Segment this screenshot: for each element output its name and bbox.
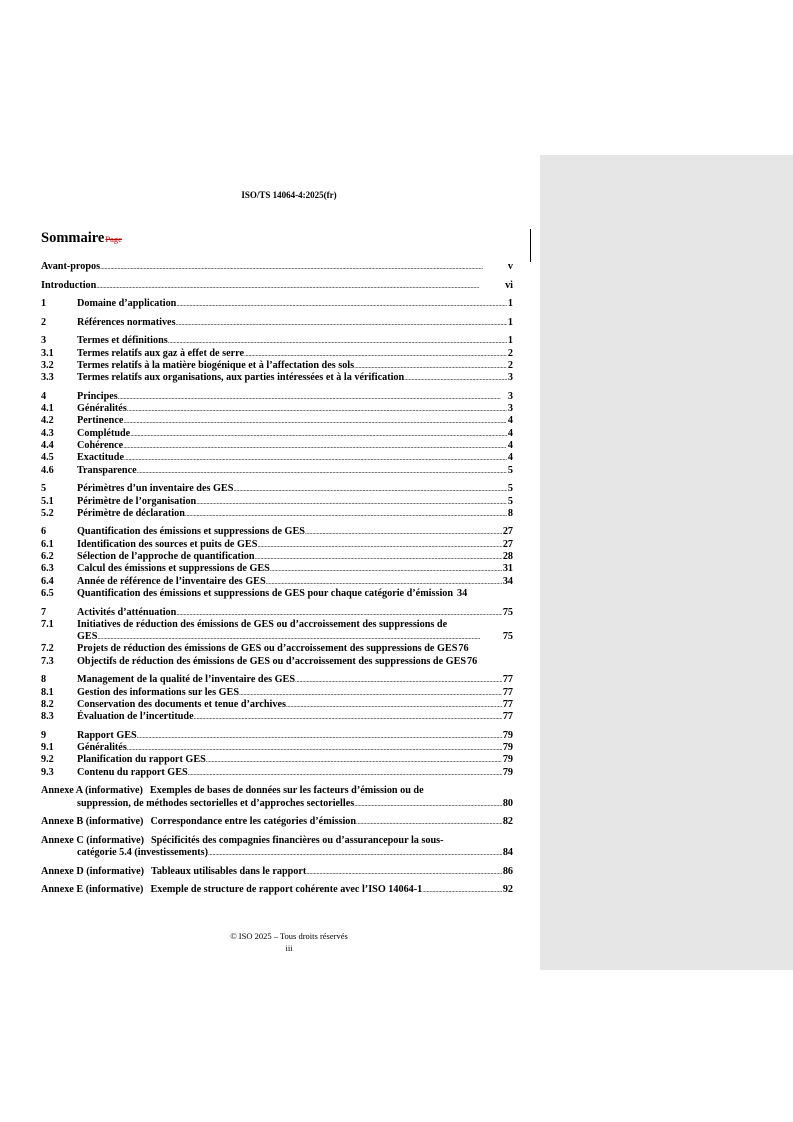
toc-group <box>41 607 513 668</box>
toc-entry-number: 2 <box>41 316 47 328</box>
toc-entry-title: Quantification des émissions et suppressions de GES <box>77 526 305 538</box>
toc-entry-number: 8.2 <box>41 698 54 710</box>
toc-entry[interactable] <box>41 588 513 600</box>
toc-entry-number: 3 <box>41 335 47 347</box>
toc-entry[interactable] <box>41 607 513 619</box>
leader-dots <box>196 496 507 508</box>
toc-entry-title: Exemples de bases de données sur les facteurs d’émission ou de <box>149 785 424 797</box>
toc-entry-page: 27 <box>502 526 513 538</box>
leader-dots <box>354 360 507 372</box>
toc-entry-title: Initiatives de réduction des émissions de GES ou d’accroissement des suppressions de <box>77 618 448 630</box>
leader-dots <box>130 428 507 440</box>
toc-entry-number: 4.6 <box>41 464 54 476</box>
toc-entry-number: 8 <box>41 674 47 686</box>
footer-copyright: © ISO 2025 – Tous droits réservés <box>230 931 348 941</box>
toc-entry[interactable] <box>41 835 513 847</box>
toc-entry-title: Calcul des émissions et suppressions de GES <box>77 563 270 575</box>
toc-entry[interactable] <box>41 428 513 440</box>
leader-dots <box>188 767 502 779</box>
toc-entry[interactable] <box>41 526 513 538</box>
toc-entry-page: 5 <box>507 464 513 476</box>
toc-entry-page: 3 <box>507 390 513 402</box>
toc-entry[interactable] <box>41 742 513 754</box>
leader-dots <box>295 674 502 686</box>
toc-entry[interactable] <box>41 699 513 711</box>
leader-dots <box>422 884 502 896</box>
toc-group <box>41 261 513 273</box>
leader-dots <box>356 816 502 828</box>
toc-entry-page: 27 <box>502 538 513 550</box>
leader-dots <box>305 526 502 538</box>
toc-entry-page: 77 <box>502 686 513 698</box>
toc-entry[interactable] <box>41 391 513 403</box>
toc-entry-title: Périmètre de déclaration <box>77 507 185 519</box>
toc-entry-number: 4.4 <box>41 440 54 452</box>
toc-entry-page: 8 <box>507 507 513 519</box>
leader-dots <box>168 335 507 347</box>
toc-entry-title: Introduction <box>41 279 97 291</box>
toc-entry-title: Exemple de structure de rapport cohérente avec l’ISO 14064-1 <box>150 884 423 896</box>
toc-entry-title: Cohérence <box>77 440 124 452</box>
leader-dots <box>244 348 507 360</box>
toc-entry[interactable] <box>41 348 513 360</box>
toc-entry-page: 75 <box>502 606 513 618</box>
toc-entry-page: 1 <box>507 335 513 347</box>
toc-entry-title: Contenu du rapport GES <box>77 766 188 778</box>
toc-entry-title: Tableaux utilisables dans le rapport <box>150 865 307 877</box>
toc-entry[interactable] <box>41 496 513 508</box>
leader-dots <box>127 403 507 415</box>
toc-entry-number: 6.5 <box>41 587 54 599</box>
toc-entry-title-continued: GES <box>77 631 98 643</box>
toc-entry[interactable] <box>41 360 513 372</box>
toc-entry[interactable] <box>41 465 513 477</box>
toc-entry[interactable] <box>41 298 513 310</box>
leader-dots <box>118 391 507 403</box>
toc-entry-page: 86 <box>502 865 513 877</box>
toc-entry[interactable] <box>41 551 513 563</box>
leader-dots <box>185 508 507 520</box>
toc-entry-number: Annexe C (informative) <box>41 834 144 846</box>
toc-entry-page: 4 <box>507 427 513 439</box>
toc-entry-title: Principes <box>77 390 118 402</box>
toc-entry-number: 6 <box>41 526 47 538</box>
leader-dots <box>239 687 502 699</box>
leader-dots <box>255 551 502 563</box>
toc-entry-number: 7.3 <box>41 655 54 667</box>
toc-group <box>41 317 513 329</box>
toc-entry-title: Rapport GES <box>77 729 137 741</box>
toc-entry[interactable] <box>41 261 513 273</box>
toc-group <box>41 674 513 723</box>
toc-entry-page: 79 <box>502 766 513 778</box>
toc-entry[interactable] <box>41 576 513 588</box>
leader-dots <box>137 730 502 742</box>
toc-entry-page: 75 <box>502 631 513 643</box>
toc-group <box>41 835 513 860</box>
leader-dots <box>208 847 502 859</box>
toc-entry[interactable] <box>41 317 513 329</box>
change-bar <box>530 229 531 262</box>
toc-entry-number: 8.3 <box>41 711 54 723</box>
toc-entry-number: 6.1 <box>41 538 54 550</box>
toc-entry[interactable] <box>41 508 513 520</box>
toc-entry[interactable] <box>41 767 513 779</box>
toc-entry[interactable] <box>41 452 513 464</box>
leader-dots <box>257 539 501 551</box>
leader-dots <box>176 607 501 619</box>
toc-group <box>41 298 513 310</box>
toc-entry[interactable] <box>41 785 513 797</box>
leader-dots <box>100 261 507 273</box>
toc-entry-number: 9 <box>41 729 47 741</box>
toc-entry-title: Objectifs de réduction des émissions de GES ou d’accroissement des suppressions de GES <box>77 655 467 667</box>
toc-entry-title: Généralités <box>77 742 127 754</box>
leader-dots <box>404 372 507 384</box>
leader-dots <box>123 415 507 427</box>
toc-entry-page: 5 <box>507 495 513 507</box>
toc-entry-page: 4 <box>507 440 513 452</box>
toc-entry-number: 5 <box>41 483 47 495</box>
toc-entry-number: 6.3 <box>41 563 54 575</box>
toc-entry-title: Termes relatifs aux organisations, aux parties intéressées et à la vérification <box>77 372 405 384</box>
toc-entry[interactable] <box>41 643 513 655</box>
toc-entry[interactable] <box>41 619 513 631</box>
toc-entry-page: 34 <box>502 575 513 587</box>
toc-entry[interactable] <box>41 372 513 384</box>
toc-entry[interactable] <box>41 415 513 427</box>
leader-dots <box>176 317 507 329</box>
toc-entry-title-continued: suppression, de méthodes sectorielles et d’approches sectorielles <box>77 797 355 809</box>
toc-entry-number: 7.2 <box>41 643 54 655</box>
toc-entry-title-continued: catégorie 5.4 (investissements) <box>77 847 208 859</box>
toc-entry-number: 7.1 <box>41 618 54 630</box>
toc-title: Sommaire <box>41 230 105 246</box>
toc-entry-page: 1 <box>507 316 513 328</box>
toc-entry-title: Généralités <box>77 403 127 415</box>
toc-entry-number: Annexe E (informative) <box>41 884 144 896</box>
toc-entry-page: 77 <box>502 698 513 710</box>
toc-entry-title: Gestion des informations sur les GES <box>77 686 239 698</box>
leader-dots <box>97 631 501 643</box>
toc-entry-number: 1 <box>41 298 47 310</box>
toc-entry-page: 4 <box>507 415 513 427</box>
toc-entry-number: Annexe D (informative) <box>41 865 144 877</box>
toc-entry-title: Termes et définitions <box>77 335 168 347</box>
leader-dots <box>306 866 502 878</box>
toc-entry-title: Pertinence <box>77 415 124 427</box>
document-header: ISO/TS 14064-4:2025(fr) <box>241 190 337 200</box>
toc-entry-number: 4.3 <box>41 427 54 439</box>
toc-group <box>41 730 513 779</box>
toc-entry-page: 2 <box>507 347 513 359</box>
toc-entry[interactable] <box>41 563 513 575</box>
toc-entry[interactable] <box>41 711 513 723</box>
toc-entry[interactable] <box>41 674 513 686</box>
toc-entry-title: Planification du rapport GES <box>77 754 206 766</box>
toc-entry-title: Conservation des documents et tenue d’archives <box>77 698 286 710</box>
toc-group <box>41 280 513 292</box>
toc-entry-page: 28 <box>502 551 513 563</box>
leader-dots <box>124 452 507 464</box>
toc-entry[interactable] <box>41 687 513 699</box>
toc-entry-number: 9.3 <box>41 766 54 778</box>
toc-entry-title: Sélection de l’approche de quantification <box>77 551 255 563</box>
toc-entry-number: 5.2 <box>41 507 54 519</box>
toc-entry-title: Avant-propos <box>41 261 101 272</box>
toc-entry-number: 4.2 <box>41 415 54 427</box>
toc-group <box>41 866 513 878</box>
toc-entry[interactable] <box>41 816 513 828</box>
leader-dots <box>194 711 502 723</box>
toc-entry[interactable] <box>41 539 513 551</box>
deleted-page-label: Page <box>105 234 122 244</box>
toc-entry-number: 3.2 <box>41 359 54 371</box>
toc-entry[interactable] <box>41 866 513 878</box>
toc-entry-title: Termes relatifs à la matière biogénique et à l’affectation des sols <box>77 359 355 371</box>
toc-entry-page: 82 <box>502 816 513 828</box>
toc-entry-page: 4 <box>507 452 513 464</box>
toc-entry-continuation[interactable] <box>41 631 513 643</box>
leader-dots <box>123 440 507 452</box>
toc-entry-title: Évaluation de l’incertitude <box>77 711 194 723</box>
toc-entry-number: 6.4 <box>41 575 54 587</box>
toc-group <box>41 526 513 600</box>
toc-entry-title: Management de la qualité de l’inventaire des GES <box>77 674 295 686</box>
toc-group <box>41 785 513 810</box>
toc-entry[interactable] <box>41 280 513 292</box>
toc-entry-title: Termes relatifs aux gaz à effet de serre <box>77 347 244 359</box>
toc-entry-page: 79 <box>502 754 513 766</box>
toc-entry-page: 76 <box>467 655 478 667</box>
toc-entry-number: 4.1 <box>41 403 54 415</box>
toc-entry-title: Périmètres d’un inventaire des GES <box>77 483 234 495</box>
toc-group <box>41 391 513 477</box>
toc-entry[interactable] <box>41 483 513 495</box>
toc-entry-page: 84 <box>502 847 513 859</box>
toc-entry-title: Activités d’atténuation <box>77 606 177 618</box>
toc-entry-page: 79 <box>502 729 513 741</box>
toc-entry-title: Projets de réduction des émissions de GES ou d’accroissement des suppressions de GES <box>77 643 458 655</box>
toc-entry-number: 6.2 <box>41 551 54 563</box>
toc-entry-number: Annexe A (informative) <box>41 785 143 797</box>
toc-entry-number: 5.1 <box>41 495 54 507</box>
toc-entry-page: 2 <box>507 359 513 371</box>
toc-entry-page: v <box>507 261 513 272</box>
toc-group <box>41 884 513 896</box>
toc-entry-number: 4 <box>41 390 47 402</box>
toc-entry-page: 1 <box>507 298 513 310</box>
toc-entry-number: 9.2 <box>41 754 54 766</box>
toc-entry-title: Correspondance entre les catégories d’émission <box>150 816 357 828</box>
toc-entry-page: 79 <box>502 742 513 754</box>
toc-entry-number: 3.3 <box>41 372 54 384</box>
comment-panel <box>540 155 793 970</box>
leader-dots <box>286 699 502 711</box>
toc-entry-title: Complétude <box>77 427 131 439</box>
toc-entry-page: vi <box>505 279 513 291</box>
toc-entry-title: Spécificités des compagnies financières ou d’assurancepour la sous- <box>150 834 444 846</box>
leader-dots <box>206 754 502 766</box>
leader-dots <box>176 298 507 310</box>
toc-entry-page: 31 <box>502 563 513 575</box>
toc-entry-title: Transparence <box>77 464 137 476</box>
leader-dots <box>354 798 502 810</box>
toc-entry-title: Exactitude <box>77 452 124 464</box>
toc-entry-number: 8.1 <box>41 686 54 698</box>
toc-entry-page: 3 <box>507 372 513 384</box>
toc-entry-page: 34 <box>457 587 468 599</box>
toc-entry[interactable] <box>41 335 513 347</box>
toc-entry-page: 80 <box>502 797 513 809</box>
toc-entry-page: 92 <box>502 884 513 896</box>
toc-entry[interactable] <box>41 730 513 742</box>
toc-entry[interactable] <box>41 884 513 896</box>
toc-entry-title: Identification des sources et puits de GES <box>77 538 258 550</box>
leader-dots <box>137 465 507 477</box>
toc-entry-title: Quantification des émissions et suppressions de GES pour chaque catégorie d’émission <box>77 587 454 599</box>
leader-dots <box>127 742 502 754</box>
toc-entry-page: 5 <box>507 483 513 495</box>
toc-entry-number: 4.5 <box>41 452 54 464</box>
toc-entry-title: Références normatives <box>77 316 176 328</box>
toc-entry-title: Périmètre de l’organisation <box>77 495 197 507</box>
toc-group <box>41 483 513 520</box>
toc-entry-page: 76 <box>458 643 469 655</box>
toc-entry-page: 77 <box>502 711 513 723</box>
toc-entry-page: 77 <box>502 674 513 686</box>
leader-dots <box>233 483 507 495</box>
toc-entry-number: 3.1 <box>41 347 54 359</box>
toc-entry-continuation[interactable] <box>41 798 513 810</box>
toc-entry-number: Annexe B (informative) <box>41 816 144 828</box>
toc-entry[interactable] <box>41 440 513 452</box>
toc-entry-number: 9.1 <box>41 742 54 754</box>
footer-page-number: iii <box>285 943 293 953</box>
toc-entry-page: 3 <box>507 403 513 415</box>
leader-dots <box>270 563 502 575</box>
table-of-contents <box>41 261 513 897</box>
toc-entry[interactable] <box>41 754 513 766</box>
toc-entry-title: Année de référence de l’inventaire des GES <box>77 575 266 587</box>
leader-dots <box>266 576 502 588</box>
toc-entry[interactable] <box>41 403 513 415</box>
toc-heading <box>41 229 122 248</box>
toc-entry-number: 7 <box>41 606 47 618</box>
toc-group <box>41 335 513 384</box>
toc-entry[interactable] <box>41 656 513 668</box>
toc-entry-title: Domaine d’application <box>77 298 177 310</box>
toc-group <box>41 816 513 828</box>
leader-dots <box>96 280 504 292</box>
toc-entry-continuation[interactable] <box>41 847 513 859</box>
